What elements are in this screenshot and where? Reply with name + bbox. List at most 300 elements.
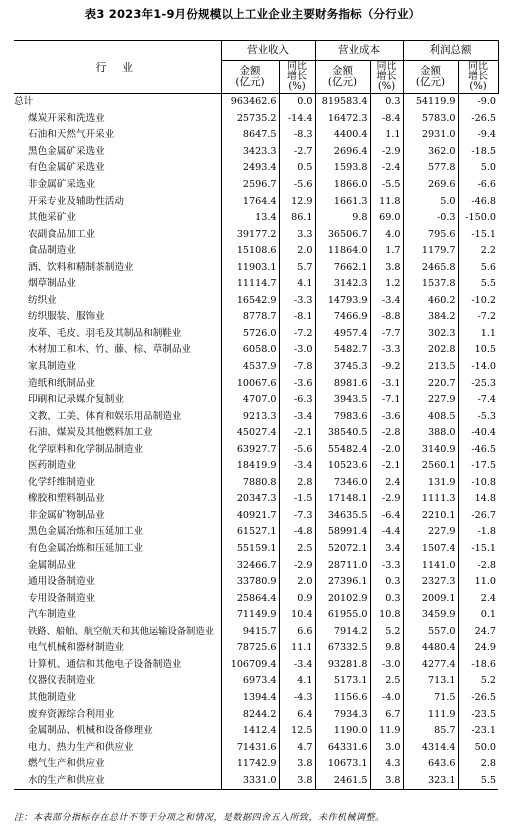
revenue-ratio-cell: -2.7	[279, 144, 315, 161]
footnote: 注：本表部分指标存在总计不等于分项之和情况，是数据四舍五入所致，未作机械调整。	[14, 813, 385, 823]
revenue-ratio-cell: -3.4	[279, 408, 315, 425]
revenue-ratio-cell: 10.4	[279, 607, 315, 624]
cost-ratio-cell: -2.9	[370, 144, 403, 161]
cost-ratio-cell: -2.0	[370, 441, 403, 458]
cost-amount-cell: 16472.3	[315, 111, 370, 128]
industry-name: 医药制造业	[28, 460, 76, 472]
profit-amount-cell: 1537.8	[403, 276, 458, 293]
industry-name: 石油、煤炭及其他燃料加工业	[28, 427, 153, 439]
revenue-ratio-cell: -5.6	[279, 441, 315, 458]
revenue-ratio-cell: 2.8	[279, 475, 315, 492]
industry-name: 汽车制造业	[28, 609, 76, 621]
profit-amount-cell: 795.6	[403, 226, 458, 243]
cost-amount-cell: 64331.6	[315, 739, 370, 756]
revenue-ratio-cell: 12.9	[279, 193, 315, 210]
cost-amount-cell: 2461.5	[315, 772, 370, 789]
table-row	[14, 607, 498, 624]
revenue-ratio-cell: -8.3	[279, 127, 315, 144]
profit-ratio-cell: -23.5	[458, 706, 498, 723]
revenue-amount-cell: 5726.0	[221, 326, 279, 343]
table-row	[14, 508, 498, 525]
table-row	[14, 557, 498, 574]
industry-name: 电气机械和器材制造业	[28, 642, 124, 654]
cost-ratio-cell: -9.2	[370, 359, 403, 376]
industry-name: 总计	[14, 96, 34, 108]
profit-ratio-cell: 5.5	[458, 276, 498, 293]
revenue-ratio-cell: 2.0	[279, 574, 315, 591]
revenue-ratio-cell: 4.1	[279, 673, 315, 690]
table-row	[14, 293, 498, 310]
revenue-ratio-cell: -6.3	[279, 392, 315, 409]
profit-ratio-cell: 5.6	[458, 259, 498, 276]
revenue-ratio-cell: -7.3	[279, 508, 315, 525]
industry-name: 纺织服装、服饰业	[28, 311, 105, 323]
profit-ratio-cell: 14.8	[458, 491, 498, 508]
cost-amount-cell: 36506.7	[315, 226, 370, 243]
table-row	[14, 259, 498, 276]
profit-ratio-cell: -1.8	[458, 524, 498, 541]
table-row	[14, 723, 498, 740]
table-row	[14, 309, 498, 326]
table-row	[14, 342, 498, 359]
profit-amount-cell: 713.1	[403, 673, 458, 690]
revenue-ratio-cell: -5.6	[279, 177, 315, 194]
profit-ratio-cell: -6.6	[458, 177, 498, 194]
revenue-amount-cell: 7880.8	[221, 475, 279, 492]
cost-amount-cell: 20102.9	[315, 590, 370, 607]
industry-name: 其他制造业	[28, 691, 76, 703]
cost-ratio-cell: 1.2	[370, 276, 403, 293]
revenue-amount-cell: 963462.6	[221, 94, 279, 111]
cost-header: 营业成本	[315, 41, 403, 61]
cost-ratio-cell: 10.8	[370, 607, 403, 624]
table-row	[14, 111, 498, 128]
table-row	[14, 326, 498, 343]
cost-amount-cell: 5173.1	[315, 673, 370, 690]
revenue-ratio-cell: 4.7	[279, 739, 315, 756]
cost-amount-cell: 1156.6	[315, 690, 370, 707]
profit-amount-cell: 227.9	[403, 392, 458, 409]
cost-amount-cell: 14793.9	[315, 293, 370, 310]
revenue-amount-cell: 71149.9	[221, 607, 279, 624]
cost-ratio-cell: 4.3	[370, 756, 403, 773]
table-row	[14, 524, 498, 541]
cost-amount-cell: 55482.4	[315, 441, 370, 458]
profit-amount-cell: 388.0	[403, 425, 458, 442]
cost-ratio-header: 同比 增长 (%)	[370, 61, 403, 94]
table-row	[14, 408, 498, 425]
profit-ratio-cell: -7.4	[458, 392, 498, 409]
table-row	[14, 541, 498, 558]
cost-ratio-cell: 11.9	[370, 723, 403, 740]
table-row	[14, 441, 498, 458]
revenue-ratio-cell: 6.6	[279, 624, 315, 641]
cost-amount-cell: 28711.0	[315, 557, 370, 574]
profit-amount-cell: 643.6	[403, 756, 458, 773]
industry-name: 印刷和记录媒介复制业	[28, 394, 124, 406]
revenue-ratio-cell: -1.5	[279, 491, 315, 508]
industry-name: 开采专业及辅助性活动	[28, 195, 124, 207]
industry-name: 黑色金属冶炼和压延加工业	[28, 526, 144, 538]
revenue-ratio-cell: 3.8	[279, 756, 315, 773]
profit-ratio-cell: 1.1	[458, 326, 498, 343]
cost-ratio-cell: 0.3	[370, 590, 403, 607]
cost-ratio-cell: -3.3	[370, 557, 403, 574]
profit-ratio-cell: 2.8	[458, 756, 498, 773]
profit-amount-cell: 460.2	[403, 293, 458, 310]
cost-ratio-cell: 69.0	[370, 210, 403, 227]
cost-amount-cell: 819583.4	[315, 94, 370, 111]
cost-ratio-cell: 1.1	[370, 127, 403, 144]
revenue-ratio-cell: 4.1	[279, 276, 315, 293]
cost-ratio-cell: -7.1	[370, 392, 403, 409]
profit-amount-cell: 408.5	[403, 408, 458, 425]
industry-name: 化学原料和化学制品制造业	[28, 443, 144, 455]
profit-ratio-cell: -18.6	[458, 657, 498, 674]
table-row	[14, 425, 498, 442]
industry-name: 电力、热力生产和供应业	[28, 741, 134, 753]
industry-name: 仪器仪表制造业	[28, 675, 96, 687]
cost-ratio-cell: 2.4	[370, 475, 403, 492]
table-row	[14, 127, 498, 144]
profit-ratio-cell: -7.2	[458, 309, 498, 326]
cost-amount-cell: 27396.1	[315, 574, 370, 591]
profit-ratio-header: 同比 增长 (%)	[458, 61, 498, 94]
revenue-ratio-cell: 0.5	[279, 160, 315, 177]
profit-amount-cell: 4314.4	[403, 739, 458, 756]
profit-ratio-cell: 10.5	[458, 342, 498, 359]
table-row	[14, 640, 498, 657]
industry-name: 非金属矿采选业	[28, 179, 96, 190]
cost-ratio-cell: 6.7	[370, 706, 403, 723]
table-row	[14, 375, 498, 392]
industry-name: 黑色金属矿采选业	[28, 145, 105, 157]
cost-ratio-cell: 9.8	[370, 640, 403, 657]
profit-amount-cell: 131.9	[403, 475, 458, 492]
revenue-amount-cell: 55159.1	[221, 541, 279, 558]
revenue-ratio-cell: -2.9	[279, 557, 315, 574]
cost-ratio-cell: 3.8	[370, 772, 403, 789]
revenue-amount-cell: 33780.9	[221, 574, 279, 591]
industry-name: 专用设备制造业	[28, 592, 96, 604]
revenue-ratio-cell: 2.0	[279, 243, 315, 260]
cost-amount-cell: 3745.3	[315, 359, 370, 376]
revenue-ratio-cell: -3.0	[279, 342, 315, 359]
revenue-ratio-cell: -7.2	[279, 326, 315, 343]
revenue-amount-cell: 9415.7	[221, 624, 279, 641]
revenue-amount-cell: 6058.0	[221, 342, 279, 359]
revenue-ratio-cell: 3.8	[279, 772, 315, 789]
cost-amount-cell: 5482.7	[315, 342, 370, 359]
profit-amount-cell: 85.7	[403, 723, 458, 740]
cost-amount-cell: 1593.8	[315, 160, 370, 177]
profit-amount-cell: 2009.1	[403, 590, 458, 607]
industry-name: 烟草制品业	[28, 278, 76, 290]
profit-ratio-cell: -5.3	[458, 408, 498, 425]
cost-ratio-cell: -6.4	[370, 508, 403, 525]
revenue-amount-cell: 2493.4	[221, 160, 279, 177]
revenue-amount-cell: 1412.4	[221, 723, 279, 740]
cost-ratio-cell: -3.6	[370, 408, 403, 425]
industry-name: 石油和天然气开采业	[28, 129, 115, 141]
profit-ratio-cell: -18.5	[458, 144, 498, 161]
cost-amount-cell: 7346.0	[315, 475, 370, 492]
cost-ratio-cell: -4.4	[370, 524, 403, 541]
profit-amount-cell: 1111.3	[403, 491, 458, 508]
revenue-ratio-cell: -4.8	[279, 524, 315, 541]
table-title: 表3 2023年1-9月份规模以上工业企业主要财务指标（分行业）	[84, 7, 421, 21]
revenue-amount-cell: 39177.2	[221, 226, 279, 243]
profit-ratio-cell: 24.7	[458, 624, 498, 641]
cost-ratio-cell: -3.1	[370, 375, 403, 392]
cost-amount-cell: 38540.5	[315, 425, 370, 442]
industry-name: 皮革、毛皮、羽毛及其制品和制鞋业	[28, 327, 182, 339]
cost-amount-cell: 7983.6	[315, 408, 370, 425]
revenue-amount-cell: 2596.7	[221, 177, 279, 194]
cost-ratio-cell: -3.0	[370, 657, 403, 674]
industry-name: 橡胶和塑料制品业	[28, 493, 105, 505]
cost-amount-cell: 7662.1	[315, 259, 370, 276]
profit-amount-cell: 1141.0	[403, 557, 458, 574]
cost-amount-cell: 7934.3	[315, 706, 370, 723]
profit-ratio-cell: 5.0	[458, 160, 498, 177]
profit-ratio-cell: -26.7	[458, 508, 498, 525]
cost-ratio-cell: -2.4	[370, 160, 403, 177]
revenue-amount-cell: 15108.6	[221, 243, 279, 260]
profit-ratio-cell: -10.2	[458, 293, 498, 310]
profit-ratio-cell: 2.4	[458, 590, 498, 607]
revenue-amount-cell: 11742.9	[221, 756, 279, 773]
profit-amount-cell: 111.9	[403, 706, 458, 723]
revenue-amount-cell: 8244.2	[221, 706, 279, 723]
table-row	[14, 706, 498, 723]
industry-name: 木材加工和木、竹、藤、棕、草制品业	[28, 344, 192, 356]
industry-name: 有色金属矿采选业	[28, 162, 105, 174]
profit-ratio-cell: 0.1	[458, 607, 498, 624]
profit-amount-cell: 2210.1	[403, 508, 458, 525]
table-row	[14, 392, 498, 409]
table-row	[14, 359, 498, 376]
table-row	[14, 739, 498, 756]
revenue-ratio-cell: -14.4	[279, 111, 315, 128]
revenue-amount-cell: 106709.4	[221, 657, 279, 674]
cost-amount-cell: 9.8	[315, 210, 370, 227]
profit-amount-cell: 3459.9	[403, 607, 458, 624]
table-row	[14, 210, 498, 227]
revenue-amount-cell: 11114.7	[221, 276, 279, 293]
profit-amount-cell: 3140.9	[403, 441, 458, 458]
profit-amount-cell: 1179.7	[403, 243, 458, 260]
cost-ratio-cell: -3.4	[370, 293, 403, 310]
industry-name: 文教、工美、体育和娱乐用品制造业	[28, 410, 182, 422]
revenue-amount-cell: 1394.4	[221, 690, 279, 707]
table-row	[14, 144, 498, 161]
industry-name: 其他采矿业	[28, 212, 76, 224]
cost-amount-cell: 67332.5	[315, 640, 370, 657]
revenue-amount-cell: 4537.9	[221, 359, 279, 376]
profit-ratio-cell: -14.0	[458, 359, 498, 376]
cost-amount-cell: 1190.0	[315, 723, 370, 740]
profit-amount-cell: 557.0	[403, 624, 458, 641]
table-row	[14, 243, 498, 260]
revenue-amount-cell: 10067.6	[221, 375, 279, 392]
cost-amount-cell: 1866.0	[315, 177, 370, 194]
revenue-amount-cell: 11903.1	[221, 259, 279, 276]
profit-amount-cell: 5783.0	[403, 111, 458, 128]
profit-amount-cell: 71.5	[403, 690, 458, 707]
revenue-amount-cell: 1764.4	[221, 193, 279, 210]
table-row	[14, 94, 498, 111]
table-row	[14, 177, 498, 194]
profit-amount-cell: 220.7	[403, 375, 458, 392]
profit-ratio-cell: 50.0	[458, 739, 498, 756]
revenue-amount-cell: 16542.9	[221, 293, 279, 310]
revenue-ratio-cell: 5.7	[279, 259, 315, 276]
cost-ratio-cell: -5.5	[370, 177, 403, 194]
revenue-header: 营业收入	[221, 41, 315, 61]
financial-indicators-table	[14, 40, 499, 790]
industry-name: 食品制造业	[28, 245, 76, 257]
industry-name: 煤炭开采和洗选业	[28, 112, 105, 124]
profit-ratio-cell: -23.1	[458, 723, 498, 740]
cost-amount-cell: 3943.5	[315, 392, 370, 409]
revenue-ratio-cell: -3.4	[279, 657, 315, 674]
cost-amount-cell: 2696.4	[315, 144, 370, 161]
revenue-amount-cell: 18419.9	[221, 458, 279, 475]
revenue-ratio-header: 同比 增长 (%)	[279, 61, 315, 94]
industry-name: 铁路、船舶、航空航天和其他运输设备制造业	[28, 625, 214, 637]
cost-amount-cell: 17148.1	[315, 491, 370, 508]
table-row	[14, 574, 498, 591]
profit-ratio-cell: 5.2	[458, 673, 498, 690]
profit-ratio-cell: -9.4	[458, 127, 498, 144]
profit-amount-cell: 577.8	[403, 160, 458, 177]
revenue-amount-cell: 4707.0	[221, 392, 279, 409]
revenue-amount-cell: 3331.0	[221, 772, 279, 789]
profit-amount-cell: 2560.1	[403, 458, 458, 475]
revenue-ratio-cell: 2.5	[279, 541, 315, 558]
cost-ratio-cell: -4.0	[370, 690, 403, 707]
cost-amount-cell: 7466.9	[315, 309, 370, 326]
cost-amount-cell: 10523.6	[315, 458, 370, 475]
cost-ratio-cell: 0.3	[370, 574, 403, 591]
industry-name: 废弃资源综合利用业	[28, 708, 115, 720]
profit-ratio-cell: -46.8	[458, 193, 498, 210]
cost-ratio-cell: -2.8	[370, 425, 403, 442]
revenue-amount-cell: 3423.3	[221, 144, 279, 161]
industry-name: 化学纤维制造业	[28, 476, 96, 488]
cost-ratio-cell: 0.3	[370, 94, 403, 111]
profit-ratio-cell: -9.0	[458, 94, 498, 111]
table-row	[14, 690, 498, 707]
revenue-amount-cell: 8778.7	[221, 309, 279, 326]
profit-ratio-cell: -10.8	[458, 475, 498, 492]
profit-ratio-cell: -40.4	[458, 425, 498, 442]
revenue-ratio-cell: 0.9	[279, 590, 315, 607]
revenue-amount-header: 金额 (亿元)	[221, 61, 279, 94]
table-row	[14, 458, 498, 475]
revenue-amount-cell: 71431.6	[221, 739, 279, 756]
cost-amount-cell: 58991.4	[315, 524, 370, 541]
table-row	[14, 772, 498, 789]
profit-amount-cell: 202.8	[403, 342, 458, 359]
industry-name: 通用设备制造业	[28, 576, 96, 588]
table-row	[14, 673, 498, 690]
cost-ratio-cell: -8.4	[370, 111, 403, 128]
revenue-amount-cell: 6973.4	[221, 673, 279, 690]
profit-ratio-cell: 2.2	[458, 243, 498, 260]
profit-amount-cell: 4480.4	[403, 640, 458, 657]
cost-amount-cell: 4400.4	[315, 127, 370, 144]
revenue-amount-cell: 9213.3	[221, 408, 279, 425]
profit-amount-cell: 269.6	[403, 177, 458, 194]
industry-name: 金属制品、机械和设备修理业	[28, 725, 153, 737]
revenue-amount-cell: 45027.4	[221, 425, 279, 442]
table-row	[14, 276, 498, 293]
cost-amount-cell: 1661.3	[315, 193, 370, 210]
cost-amount-cell: 93281.8	[315, 657, 370, 674]
profit-amount-cell: 5.0	[403, 193, 458, 210]
industry-name: 燃气生产和供应业	[28, 758, 105, 770]
industry-name: 水的生产和供应业	[14, 772, 221, 789]
cost-ratio-cell: 1.7	[370, 243, 403, 260]
profit-amount-cell: 302.3	[403, 326, 458, 343]
profit-ratio-cell: -15.1	[458, 226, 498, 243]
profit-amount-cell: 2327.3	[403, 574, 458, 591]
profit-ratio-cell: 11.0	[458, 574, 498, 591]
table-row	[14, 491, 498, 508]
profit-ratio-cell: 5.5	[458, 772, 498, 789]
cost-amount-cell: 3142.3	[315, 276, 370, 293]
cost-ratio-cell: 3.8	[370, 259, 403, 276]
profit-ratio-cell: -150.0	[458, 210, 498, 227]
profit-amount-cell: 2931.0	[403, 127, 458, 144]
profit-ratio-cell: -17.5	[458, 458, 498, 475]
profit-ratio-cell: 24.9	[458, 640, 498, 657]
revenue-ratio-cell: -3.6	[279, 375, 315, 392]
profit-amount-cell: 4277.4	[403, 657, 458, 674]
profit-ratio-cell: -15.1	[458, 541, 498, 558]
revenue-amount-cell: 63927.7	[221, 441, 279, 458]
industry-header: 行 业	[14, 41, 221, 94]
table-row	[14, 160, 498, 177]
cost-ratio-cell: 3.0	[370, 739, 403, 756]
profit-amount-cell: 384.2	[403, 309, 458, 326]
profit-amount-cell: 323.1	[403, 772, 458, 789]
industry-name: 农副食品加工业	[28, 228, 96, 240]
table-row	[14, 590, 498, 607]
profit-amount-cell: 1507.4	[403, 541, 458, 558]
cost-ratio-cell: -3.3	[370, 342, 403, 359]
cost-ratio-cell: -2.9	[370, 491, 403, 508]
profit-amount-cell: -0.3	[403, 210, 458, 227]
revenue-ratio-cell: -4.3	[279, 690, 315, 707]
revenue-amount-cell: 8647.5	[221, 127, 279, 144]
cost-ratio-cell: 11.8	[370, 193, 403, 210]
revenue-amount-cell: 61527.1	[221, 524, 279, 541]
industry-name: 酒、饮料和精制茶制造业	[28, 261, 134, 273]
cost-amount-cell: 11864.0	[315, 243, 370, 260]
revenue-amount-cell: 20347.3	[221, 491, 279, 508]
profit-ratio-cell: -26.5	[458, 690, 498, 707]
revenue-ratio-cell: 12.5	[279, 723, 315, 740]
cost-ratio-cell: 3.4	[370, 541, 403, 558]
profit-ratio-cell: -46.5	[458, 441, 498, 458]
revenue-ratio-cell: 6.4	[279, 706, 315, 723]
revenue-ratio-cell: 3.3	[279, 226, 315, 243]
industry-name: 金属制品业	[28, 559, 76, 571]
revenue-amount-cell: 32466.7	[221, 557, 279, 574]
